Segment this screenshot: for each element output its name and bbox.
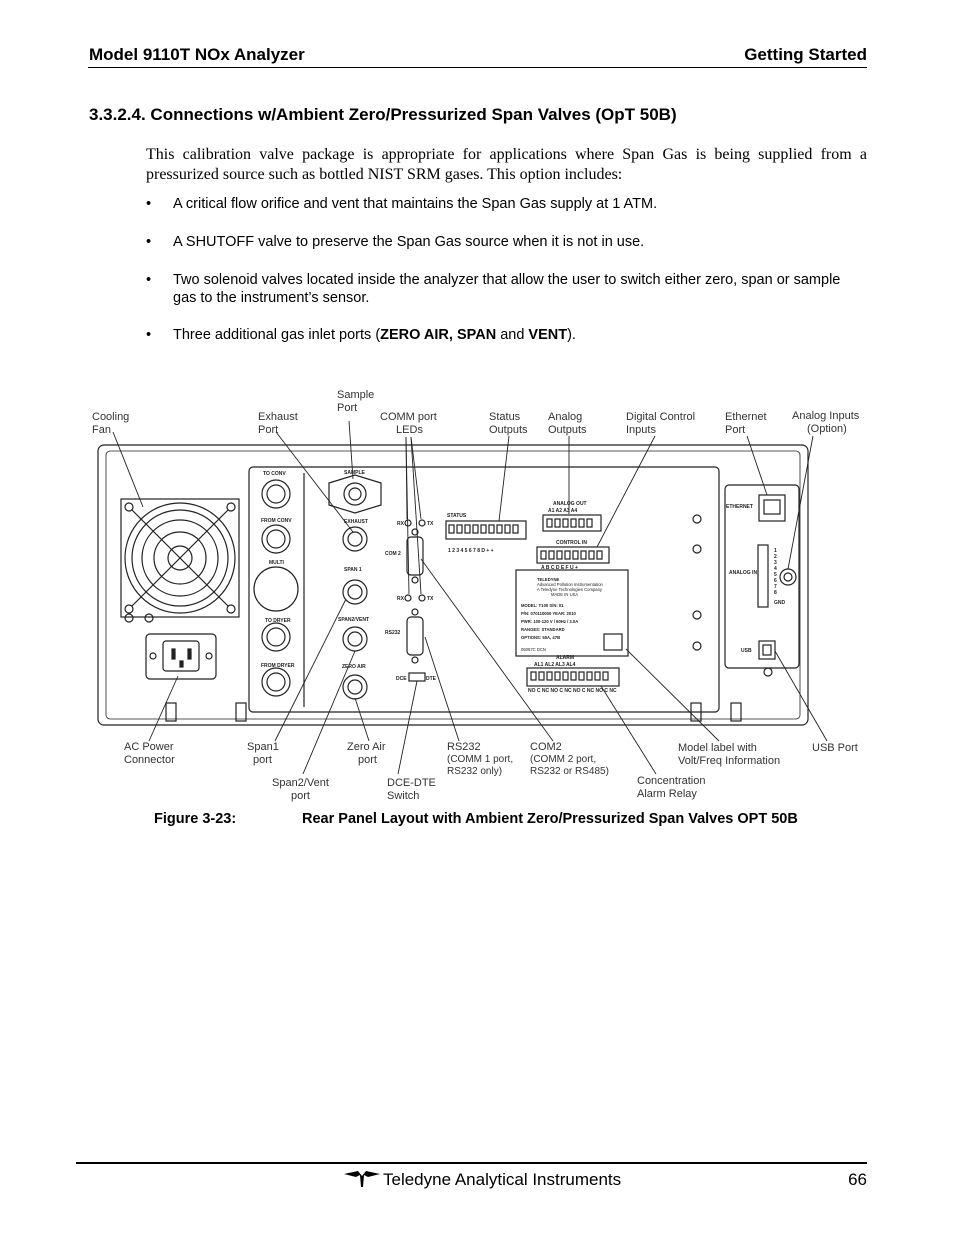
callout-cooling-fan: Fan [92, 424, 111, 436]
dce-dte-switch-icon [409, 673, 425, 681]
panel-label: 1 2 3 4 5 6 7 8 D + + [448, 548, 494, 554]
model-label-line: A Teledyne Technologies Company [537, 587, 603, 592]
panel-label: A1 A2 A3 A4 [548, 508, 578, 514]
callout-model-label: Model label with [678, 742, 757, 754]
callout-span1: Span1 [247, 741, 279, 753]
model-label-line: MODEL: T100 S/N: 01 [521, 603, 564, 608]
cooling-fan-icon [121, 499, 239, 617]
ethernet-port-icon [759, 495, 785, 521]
header-left: Model 9110T NOx Analyzer [89, 45, 305, 64]
bullet-text: Three additional gas inlet ports (ZERO AIR, SPAN and VENT). [173, 327, 576, 343]
model-label-line: Advanced Pollution Instrumentation [537, 582, 603, 587]
panel-label: DCE [396, 676, 407, 682]
panel-label: 8 [774, 590, 777, 596]
panel-label: ALARM [556, 655, 575, 661]
callout-span2-vent: Span2/Vent [272, 777, 329, 789]
bullet-text: A SHUTOFF valve to preserve the Span Gas source when it is not in use. [173, 234, 645, 250]
panel-label: COM 2 [385, 551, 401, 557]
callout-usb-port: USB Port [812, 742, 858, 754]
figure-caption-text: Rear Panel Layout with Ambient Zero/Pressurized Span Valves OPT 50B [302, 811, 798, 827]
footer-rule [76, 1162, 867, 1164]
model-label-line: TELEDYNE [537, 577, 560, 582]
callout-com2: RS232 or RS485) [530, 766, 609, 777]
callout-cooling-fan: Cooling [92, 411, 130, 423]
panel-label: FROM DRYER [261, 663, 295, 669]
callout-digital-inputs: Digital Control [626, 411, 696, 423]
callout-com2: COM2 [530, 741, 562, 753]
callout-span1: port [253, 754, 272, 766]
callout-com2: (COMM 2 port, [530, 754, 597, 765]
teledyne-logo-icon [344, 1170, 380, 1193]
ac-power-connector-icon [146, 634, 216, 679]
panel-label: RS232 [385, 630, 401, 636]
header-rule [88, 67, 867, 68]
bullet-dot: • [146, 327, 152, 343]
teledyne-logo-svg [344, 1170, 380, 1188]
panel-label: SPAN2/VENT [338, 617, 370, 623]
callout-conc-alarm: Alarm Relay [637, 788, 697, 800]
com2-port-icon [407, 529, 423, 583]
callout-span2-vent: port [291, 790, 310, 802]
intro-paragraph: This calibration valve package is appropriate for applications where Span Gas is being supplied from a pressurized source such as bottled NIST SRM gases. This option includes: [146, 146, 867, 183]
sample-port-icon [329, 475, 381, 513]
panel-label: SAMPLE [344, 470, 365, 476]
panel-label: ANALOG IN [729, 570, 758, 576]
callout-exhaust-port: Port [258, 424, 279, 436]
model-label-line: P/N: 070110000 YEAR: 2010 [521, 611, 576, 616]
panel-label: NO C NC NO C NC NO C NC NO C NC [528, 688, 617, 694]
alarm-terminal-icon [527, 668, 619, 686]
header-right: Getting Started [744, 45, 867, 64]
bullet-text: Two solenoid valves located inside the analyzer that allow the user to switch either zero, span or sample gas to the instrument’s sensor. [173, 272, 841, 306]
panel-label: 4 [774, 566, 777, 572]
callout-ethernet-port: Port [725, 424, 746, 436]
callout-analog-outputs: Analog [548, 411, 583, 423]
panel-label: 7 [774, 584, 777, 590]
bullet-dot: • [146, 234, 152, 250]
model-label-line: RANGES: STANDARD [521, 627, 565, 632]
callout-dce-dte: Switch [387, 790, 420, 802]
panel-label: 5 [774, 572, 777, 578]
callout-comm-leds: LEDs [396, 424, 423, 436]
panel-label: ANALOG OUT [553, 501, 587, 507]
status-terminal-icon [446, 521, 526, 539]
control-in-terminal-icon [537, 547, 609, 563]
panel-label: MULTI [269, 560, 284, 566]
usb-port-icon [759, 641, 775, 659]
analog-out-terminal-icon [543, 515, 601, 531]
callout-sample-port: Sample [337, 389, 375, 401]
callout-zero-air: port [358, 754, 377, 766]
panel-label: RX [397, 596, 404, 602]
analog-in-terminal-icon [758, 545, 768, 607]
figure-number: Figure 3-23: [154, 811, 237, 827]
panel-label: 6 [774, 578, 777, 584]
callout-ac-power: Connector [124, 754, 175, 766]
model-label-text [521, 577, 604, 652]
page-number: 66 [848, 1170, 867, 1189]
section-title: 3.3.2.4. Connections w/Ambient Zero/Pressurized Span Valves (OpT 50B) [89, 105, 677, 124]
callout-analog-inputs: (Option) [807, 423, 847, 435]
callout-ethernet-port: Ethernet [725, 411, 767, 423]
callout-digital-inputs: Inputs [626, 424, 656, 436]
callout-model-label: Volt/Freq Information [678, 755, 781, 767]
rs232-port-icon [407, 609, 423, 663]
callout-analog-outputs: Outputs [548, 424, 587, 436]
panel-label: TX [427, 521, 434, 527]
callout-rs232: RS232 only) [447, 766, 503, 777]
bullet-dot: • [146, 272, 152, 288]
panel-label: TO CONV [263, 471, 286, 477]
panel-label: STATUS [447, 513, 467, 519]
callout-dce-dte: DCE-DTE [387, 777, 436, 789]
model-label-line: OPTIONS: 50A, 47B [521, 635, 561, 640]
callout-zero-air: Zero Air [347, 741, 386, 753]
panel-label: RX [397, 521, 404, 527]
panel-label: 2 [774, 554, 777, 560]
callout-comm-leds: COMM port [380, 411, 437, 423]
callout-rs232: (COMM 1 port, [447, 754, 514, 765]
callout-status-outputs: Outputs [489, 424, 528, 436]
model-label-line: MADE IN USA [551, 592, 579, 597]
rear-panel-drawing [91, 389, 863, 802]
panel-label: ETHERNET [726, 504, 753, 510]
callout-conc-alarm: Concentration [637, 775, 706, 787]
model-label-line: PWR: 100-120 V / 60Hz / 3.0A [521, 619, 579, 624]
panel-label-text [261, 470, 786, 694]
bullet-text: A critical flow orifice and vent that maintains the Span Gas supply at 1 ATM. [173, 196, 658, 212]
panel-label: SPAN 1 [344, 567, 362, 573]
rear-panel-figure [91, 389, 863, 802]
figure-caption [154, 811, 798, 827]
callout-analog-inputs: Analog Inputs [792, 410, 860, 422]
footer-company: Teledyne Analytical Instruments [383, 1170, 622, 1189]
callout-rs232: RS232 [447, 741, 481, 753]
panel-label: FROM CONV [261, 518, 292, 524]
panel-label: TO DRYER [265, 618, 291, 624]
valve-fittings [343, 527, 367, 699]
panel-label: DTE [426, 676, 436, 682]
model-label-line: 05067C DCN [521, 647, 546, 652]
bullet-dot: • [146, 196, 152, 212]
panel-label: EXHAUST [344, 519, 368, 525]
callout-exhaust-port: Exhaust [258, 411, 298, 423]
panel-label: ZERO AIR [342, 664, 366, 670]
panel-label: GND [774, 600, 786, 606]
callout-ac-power: AC Power [124, 741, 174, 753]
callout-status-outputs: Status [489, 411, 521, 423]
panel-label: TX [427, 596, 434, 602]
panel-label: USB [741, 648, 752, 654]
callout-sample-port: Port [337, 402, 358, 414]
panel-label: A B C D E F U + [541, 565, 578, 571]
panel-label: AL1 AL2 AL3 AL4 [534, 662, 576, 668]
panel-label: 3 [774, 560, 777, 566]
panel-label: CONTROL IN [556, 540, 588, 546]
panel-label: 1 [774, 548, 777, 554]
